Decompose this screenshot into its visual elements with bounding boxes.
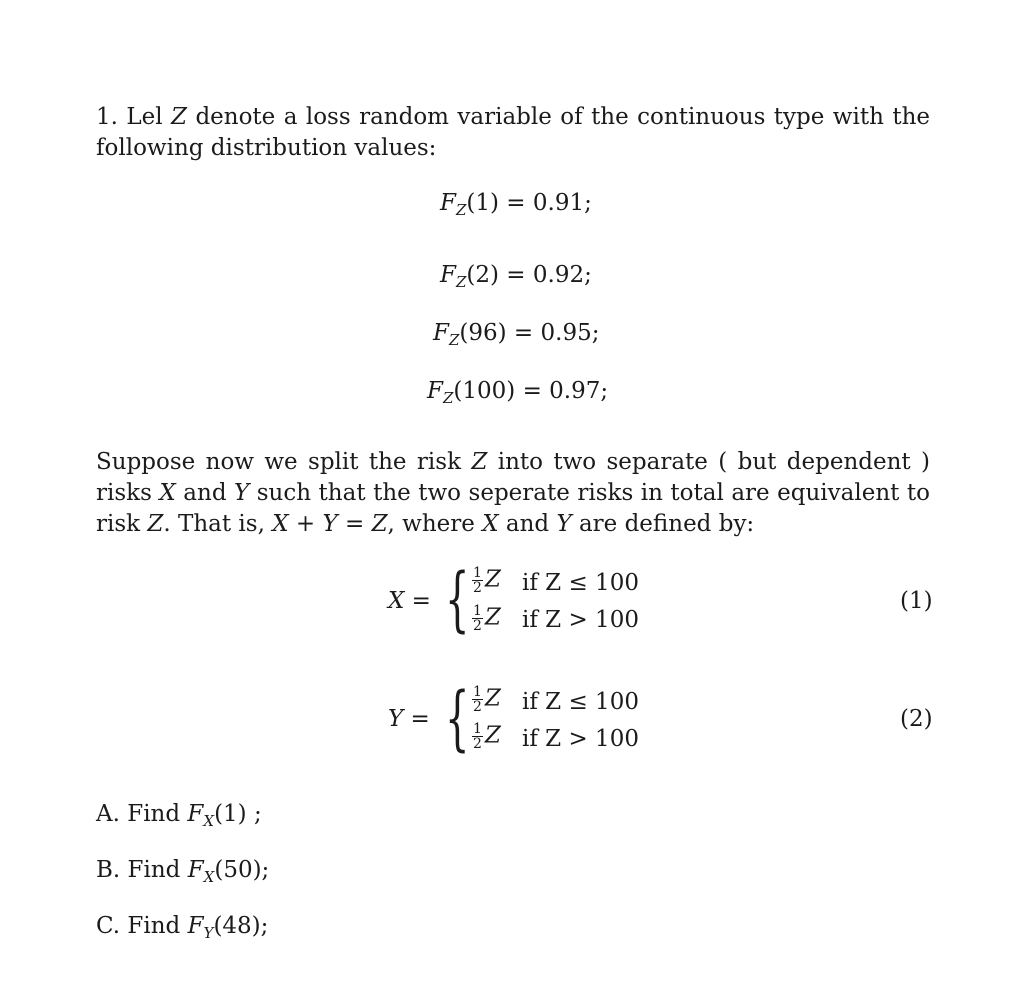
definition-lhs: X =: [388, 588, 431, 614]
split-text: are defined by:: [571, 511, 755, 537]
frac-den: 2: [473, 699, 482, 715]
case-var: Z: [484, 566, 501, 593]
cdf-F: F: [440, 190, 456, 216]
split-var: Z: [147, 511, 164, 537]
cdf-F: F: [440, 262, 456, 288]
question-a: [96, 799, 262, 831]
cdf-sub: Z: [455, 201, 467, 219]
question-arg: (1) ;: [214, 801, 262, 827]
split-text: Suppose now we split the risk: [96, 449, 472, 475]
frac-num: 1: [473, 603, 482, 619]
cdf-value-4: [427, 376, 608, 408]
question-arg: (48);: [213, 913, 269, 939]
frac-num: 1: [473, 565, 482, 581]
cdf-rhs: = 0.92;: [499, 262, 592, 288]
split-text: and: [175, 480, 235, 506]
cdf-rhs: = 0.91;: [499, 190, 592, 216]
frac-num: 1: [473, 684, 482, 700]
question-sub: X: [203, 812, 215, 830]
question-b: [96, 855, 269, 887]
question-label: C. Find: [96, 913, 188, 939]
definition-lhs: Y =: [388, 706, 430, 732]
case-condition: if Z > 100: [522, 726, 639, 752]
cdf-F: F: [433, 320, 449, 346]
cdf-value-3: [433, 318, 599, 350]
case-row: [472, 685, 501, 714]
question-F: F: [187, 857, 204, 883]
cdf-value-2: [440, 260, 592, 292]
question-sub: Y: [203, 924, 214, 942]
cdf-rhs: = 0.95;: [506, 320, 600, 346]
split-var: Y: [556, 511, 572, 537]
intro-paragraph: [96, 102, 930, 164]
intro-rest: denote a loss random variable of the continuous type with the following distribution values:: [96, 104, 930, 161]
fraction: [472, 685, 483, 714]
split-text: . That is,: [163, 511, 273, 537]
case-condition: if Z > 100: [522, 607, 639, 633]
split-var: X: [482, 511, 499, 537]
frac-num: 1: [473, 721, 482, 737]
question-label: A. Find: [96, 801, 188, 827]
split-equation: X + Y = Z: [272, 511, 388, 537]
split-text: , where: [387, 511, 483, 537]
cdf-rhs: = 0.97;: [515, 378, 609, 404]
question-F: F: [187, 913, 204, 939]
cdf-sub: Z: [448, 331, 460, 349]
intro-prefix: 1. Lel: [96, 104, 172, 130]
cdf-arg: (2): [466, 262, 499, 288]
cdf-sub: Z: [442, 389, 454, 407]
frac-den: 2: [473, 618, 482, 634]
split-var: Z: [471, 449, 488, 475]
cdf-arg: (100): [453, 378, 516, 404]
fraction: [472, 566, 483, 595]
cdf-F: F: [427, 378, 443, 404]
case-condition: if Z ≤ 100: [522, 570, 639, 596]
question-label: B. Find: [96, 857, 188, 883]
cdf-sub: Z: [455, 273, 467, 291]
cdf-arg: (96): [459, 320, 507, 346]
case-row: [472, 722, 501, 751]
intro-var: Z: [171, 104, 188, 130]
split-var: Y: [234, 480, 250, 506]
fraction: [472, 722, 483, 751]
case-var: Z: [484, 685, 501, 712]
split-text: and: [498, 511, 557, 537]
question-sub: X: [203, 868, 215, 886]
case-var: Z: [484, 722, 501, 749]
split-text: into two separate ( but dependent ) risks: [96, 449, 930, 506]
left-brace: {: [445, 677, 470, 759]
equation-number: (1): [900, 588, 933, 614]
left-brace: {: [445, 558, 470, 640]
question-c: [96, 911, 268, 943]
frac-den: 2: [473, 736, 482, 752]
cdf-arg: (1): [466, 190, 499, 216]
split-text: such that the two seperate risks in total are equivalent to risk: [96, 480, 930, 537]
question-arg: (50);: [214, 857, 270, 883]
split-var: X: [159, 480, 176, 506]
case-row: [472, 604, 501, 633]
fraction: [472, 604, 483, 633]
equation-number: (2): [900, 706, 933, 732]
case-var: Z: [484, 604, 501, 631]
split-paragraph: [96, 447, 930, 540]
cdf-value-1: [440, 188, 592, 220]
question-F: F: [187, 801, 204, 827]
frac-den: 2: [473, 580, 482, 596]
case-condition: if Z ≤ 100: [522, 689, 639, 715]
case-row: [472, 566, 501, 595]
